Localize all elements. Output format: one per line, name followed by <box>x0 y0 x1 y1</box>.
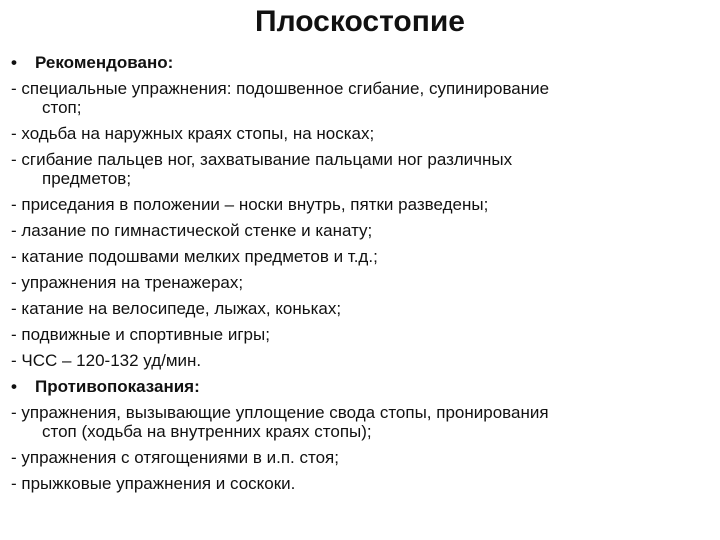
heading-recommended: Рекомендовано: <box>35 53 174 72</box>
list-item: - упражнения на тренажерах; <box>11 273 244 292</box>
list-item: - катание подошвами мелких предметов и т.д.; <box>11 247 378 266</box>
bullet-icon: • <box>11 53 17 72</box>
list-item: - специальные упражнения: подошвенное сгибание, супинирование <box>11 79 550 98</box>
list-item: - упражнения, вызывающие уплощение свода стопы, пронирования <box>11 403 549 422</box>
bullet-icon: • <box>11 377 17 396</box>
heading-contraindications: Противопоказания: <box>35 377 200 396</box>
list-item: - ЧСС – 120-132 уд/мин. <box>11 351 202 370</box>
slide-body <box>11 50 681 497</box>
slide-title: Плоскостопие <box>255 5 465 38</box>
bullet-heading-recommended <box>11 50 681 76</box>
list-item-continuation: стоп (ходьба на внутренних краях стопы); <box>42 422 372 441</box>
list-item-continuation: предметов; <box>42 169 132 188</box>
list-item: - приседания в положении – носки внутрь, пятки разведены; <box>11 195 489 214</box>
bullet-heading-contraindications <box>11 374 681 400</box>
list-item: - лазание по гимнастической стенке и канату; <box>11 221 373 240</box>
list-item: - упражнения с отягощениями в и.п. стоя; <box>11 448 339 467</box>
list-item: - катание на велосипеде, лыжах, коньках; <box>11 299 342 318</box>
list-item: - подвижные и спортивные игры; <box>11 325 270 344</box>
list-item: - прыжковые упражнения и соскоки. <box>11 474 296 493</box>
list-item: - ходьба на наружных краях стопы, на носках; <box>11 124 375 143</box>
list-item: - сгибание пальцев ног, захватывание пальцами ног различных <box>11 150 513 169</box>
list-item-continuation: стоп; <box>42 98 82 117</box>
